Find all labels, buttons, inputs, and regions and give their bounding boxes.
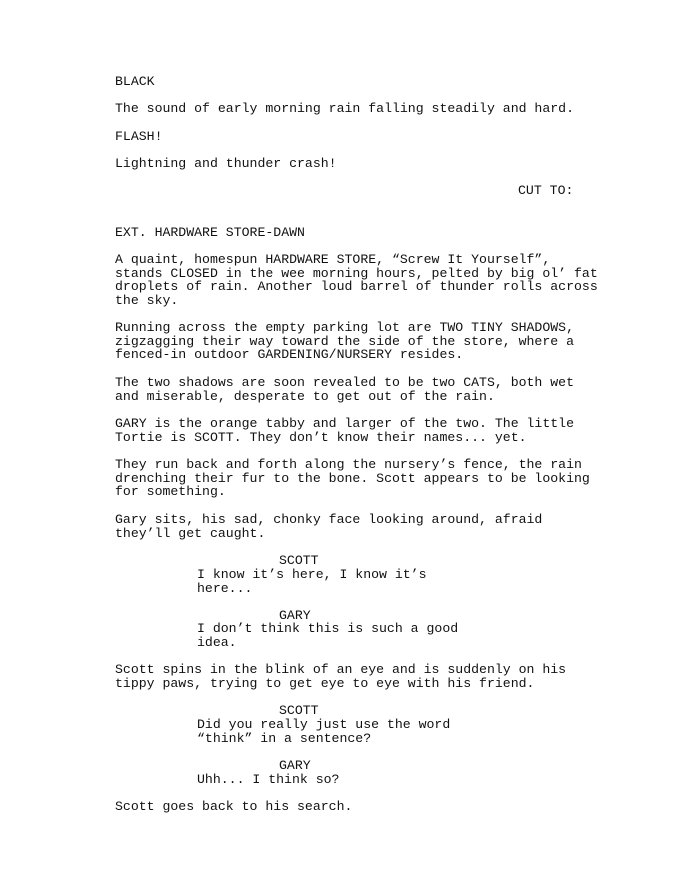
opening-action: The sound of early morning rain falling steadily and hard. bbox=[115, 101, 574, 116]
character-cue-scott: SCOTT bbox=[279, 553, 319, 568]
action-paragraph-5: They run back and forth along the nursery’s fence, the rain drenching their fur to the bone. Scott appears to be looking for something. bbox=[115, 457, 590, 500]
opening-text: BLACK bbox=[115, 74, 155, 89]
action-paragraph-4: GARY is the orange tabby and larger of the two. The little Tortie is SCOTT. They don’t know their names... yet. bbox=[115, 416, 574, 445]
flash-text: FLASH! bbox=[115, 129, 163, 144]
action-paragraph-1: A quaint, homespun HARDWARE STORE, “Screw It Yourself”, stands CLOSED in the wee morning hours, pelted by big ol’ fat droplets of rain. Another loud barrel of thunder rolls across the sky. bbox=[115, 252, 598, 309]
action-paragraph-7: Scott spins in the blink of an eye and is suddenly on his tippy paws, trying to get eye to eye with his friend. bbox=[115, 662, 567, 691]
action-paragraph-2: Running across the empty parking lot are TWO TINY SHADOWS, zigzagging their way toward the side of the store, where a fenced-in outdoor GARDENING/NURSERY resides. bbox=[115, 320, 574, 363]
transition-cut-to: CUT TO: bbox=[518, 183, 574, 198]
character-cue-gary: GARY bbox=[279, 758, 311, 773]
action-paragraph-8: Scott goes back to his search. bbox=[115, 799, 353, 814]
action-paragraph-6: Gary sits, his sad, chonky face looking around, afraid they’ll get caught. bbox=[115, 512, 543, 541]
flash-action: Lightning and thunder crash! bbox=[115, 156, 337, 171]
dialogue-gary: I don’t think this is such a good idea. bbox=[197, 621, 459, 650]
dialogue-scott: I know it’s here, I know it’s here... bbox=[197, 567, 427, 596]
action-paragraph-3: The two shadows are soon revealed to be two CATS, both wet and miserable, desperate to get out of the rain. bbox=[115, 375, 574, 404]
dialogue-scott: Did you really just use the word “think” in a sentence? bbox=[197, 717, 451, 746]
character-cue-gary: GARY bbox=[279, 608, 311, 623]
character-cue-scott: SCOTT bbox=[279, 703, 319, 718]
scene-heading: EXT. HARDWARE STORE-DAWN bbox=[115, 225, 305, 240]
dialogue-gary: Uhh... I think so? bbox=[197, 772, 340, 787]
